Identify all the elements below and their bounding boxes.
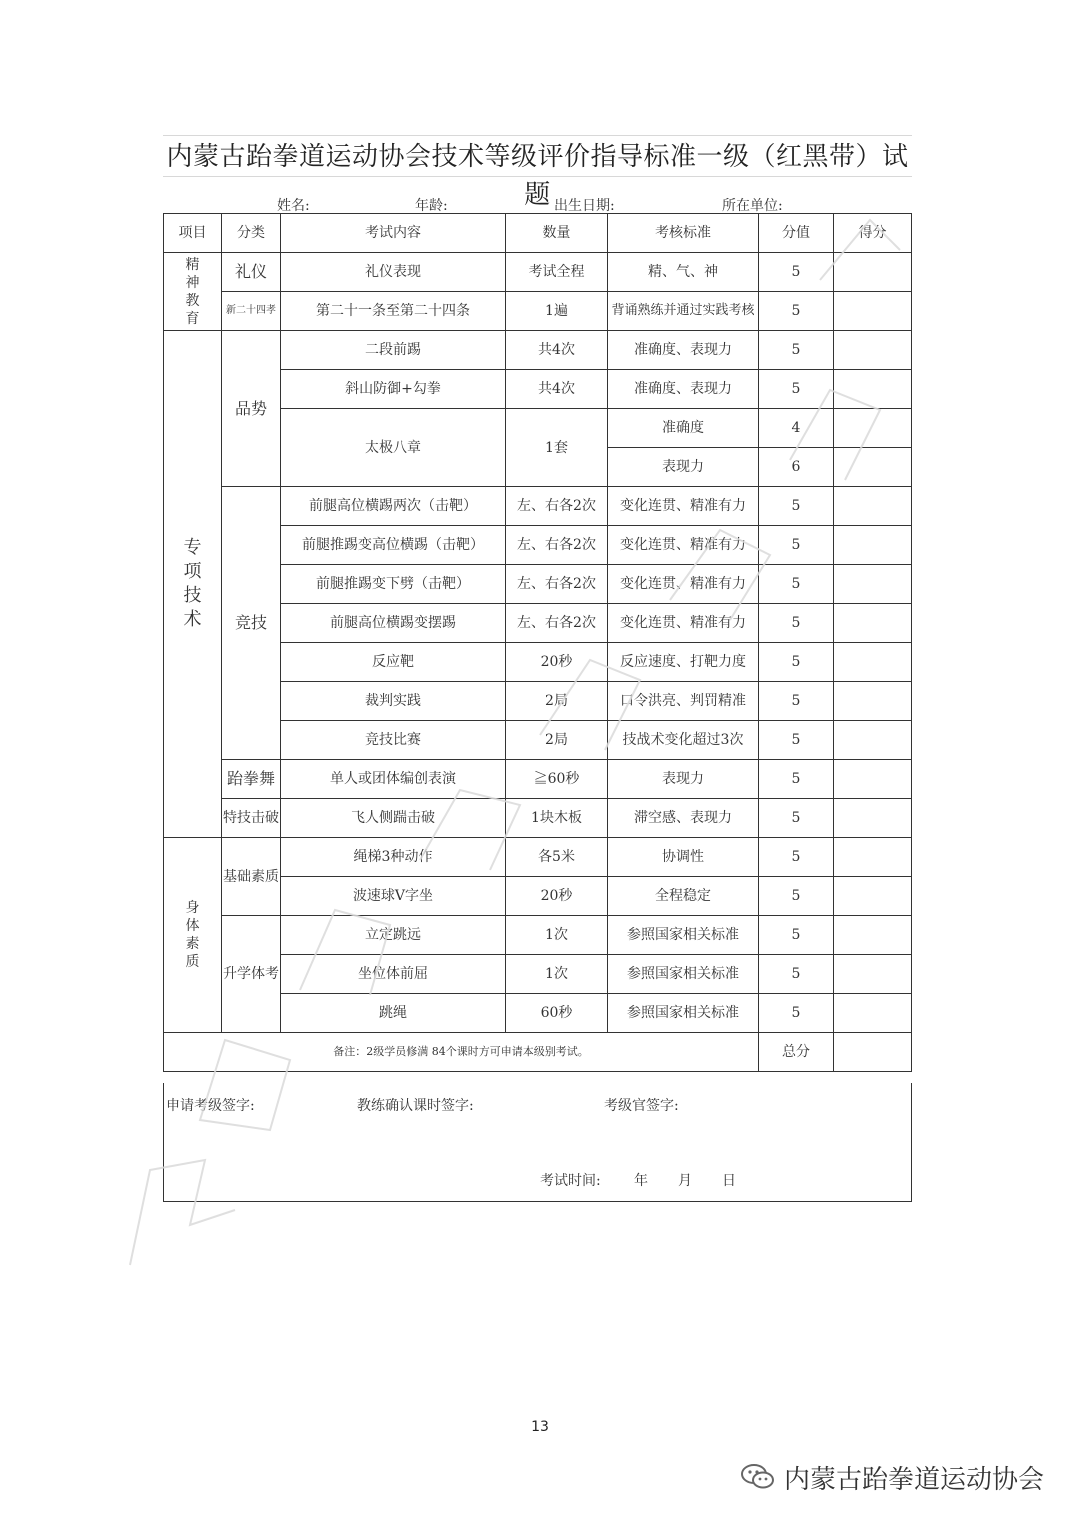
earned-cell[interactable]	[834, 292, 912, 331]
content-cell: 二段前踢	[281, 331, 506, 370]
content-cell: 反应靶	[281, 643, 506, 682]
quantity-cell: 左、右各2次	[506, 565, 608, 604]
group-physical: 身 体 素 质	[164, 838, 222, 1033]
score-cell: 5	[759, 955, 834, 994]
quantity-cell: 2局	[506, 721, 608, 760]
quantity-cell: 1套	[506, 409, 608, 487]
score-cell: 5	[759, 565, 834, 604]
birth-date-label: 出生日期:	[554, 198, 615, 214]
score-cell: 5	[759, 292, 834, 331]
apply-signature-label: 申请考级签字:	[166, 1098, 255, 1114]
page-number: 13	[531, 1419, 549, 1435]
score-cell: 5	[759, 877, 834, 916]
content-cell: 前腿高位横踢两次（击靶）	[281, 487, 506, 526]
earned-cell[interactable]	[834, 721, 912, 760]
standard-cell: 滞空感、表现力	[608, 799, 759, 838]
content-cell: 单人或团体编创表演	[281, 760, 506, 799]
earned-cell[interactable]	[834, 565, 912, 604]
quantity-cell: 1次	[506, 955, 608, 994]
document-title: 内蒙古跆拳道运动协会技术等级评价指导标准一级（红黑带）试题	[166, 142, 909, 210]
quantity-cell: 共4次	[506, 370, 608, 409]
exam-month-label: 月	[678, 1173, 692, 1189]
score-cell: 5	[759, 760, 834, 799]
header-category: 分类	[222, 214, 281, 253]
header-content: 考试内容	[281, 214, 506, 253]
unit-label: 所在单位:	[722, 198, 783, 214]
earned-cell[interactable]	[834, 799, 912, 838]
standard-cell: 背诵熟练并通过实践考核	[608, 292, 759, 331]
content-cell: 竞技比赛	[281, 721, 506, 760]
earned-cell[interactable]	[834, 994, 912, 1033]
standard-cell: 参照国家相关标准	[608, 955, 759, 994]
category-basic: 基础素质	[222, 838, 281, 916]
score-cell: 5	[759, 916, 834, 955]
content-cell: 前腿高位横踢变摆踢	[281, 604, 506, 643]
age-label: 年龄:	[415, 198, 448, 214]
table-row	[164, 487, 912, 526]
table-row	[164, 253, 912, 292]
footer-brand-text: 内蒙古跆拳道运动协会	[783, 1464, 1044, 1495]
footer-brand	[740, 1460, 1044, 1494]
standard-cell: 变化连贯、精准有力	[608, 604, 759, 643]
quantity-cell: 20秒	[506, 877, 608, 916]
examiner-signature-label: 考级官签字:	[604, 1098, 679, 1114]
group-special: 专 项 技 术	[164, 331, 222, 838]
quantity-cell: 考试全程	[506, 253, 608, 292]
quantity-cell: 1次	[506, 916, 608, 955]
group-spirit: 精 神 教 育	[164, 253, 222, 331]
standard-cell: 表现力	[608, 760, 759, 799]
table-row	[164, 292, 912, 331]
content-cell: 第二十一条至第二十四条	[281, 292, 506, 331]
standard-cell: 参照国家相关标准	[608, 994, 759, 1033]
score-cell: 5	[759, 682, 834, 721]
table-row	[164, 838, 912, 877]
score-cell: 4	[759, 409, 834, 448]
standard-cell: 变化连贯、精准有力	[608, 565, 759, 604]
name-label: 姓名:	[277, 198, 310, 214]
exam-day-label: 日	[722, 1173, 736, 1189]
earned-cell[interactable]	[834, 487, 912, 526]
quantity-cell: 左、右各2次	[506, 526, 608, 565]
content-cell: 坐位体前屈	[281, 955, 506, 994]
table-row	[164, 916, 912, 955]
quantity-cell: 1块木板	[506, 799, 608, 838]
standard-cell: 精、气、神	[608, 253, 759, 292]
header-earned: 得分	[834, 214, 912, 253]
content-cell: 前腿推踢变高位横踢（击靶）	[281, 526, 506, 565]
quantity-cell: ≧60秒	[506, 760, 608, 799]
earned-cell[interactable]	[834, 448, 912, 487]
total-score-cell[interactable]	[834, 1033, 912, 1072]
earned-cell[interactable]	[834, 409, 912, 448]
total-label: 总分	[759, 1033, 834, 1072]
category-exam: 升学体考	[222, 916, 281, 1033]
earned-cell[interactable]	[834, 643, 912, 682]
earned-cell[interactable]	[834, 682, 912, 721]
earned-cell[interactable]	[834, 331, 912, 370]
score-cell: 5	[759, 838, 834, 877]
earned-cell[interactable]	[834, 877, 912, 916]
score-cell: 6	[759, 448, 834, 487]
table-row	[164, 760, 912, 799]
earned-cell[interactable]	[834, 838, 912, 877]
signature-box	[163, 1083, 912, 1202]
table-row	[164, 331, 912, 370]
content-cell: 礼仪表现	[281, 253, 506, 292]
earned-cell[interactable]	[834, 955, 912, 994]
category-breaking: 特技击破	[222, 799, 281, 838]
category-etiquette: 礼仪	[222, 253, 281, 292]
score-cell: 5	[759, 370, 834, 409]
score-cell: 5	[759, 721, 834, 760]
standard-cell: 协调性	[608, 838, 759, 877]
note-row	[164, 1033, 912, 1072]
standard-cell: 表现力	[608, 448, 759, 487]
earned-cell[interactable]	[834, 916, 912, 955]
content-cell: 立定跳远	[281, 916, 506, 955]
content-cell: 波速球V字坐	[281, 877, 506, 916]
note-text: 备注：2级学员修满 84个课时方可申请本级别考试。	[164, 1033, 759, 1072]
header-score: 分值	[759, 214, 834, 253]
header-quantity: 数量	[506, 214, 608, 253]
standard-cell: 全程稳定	[608, 877, 759, 916]
quantity-cell: 各5米	[506, 838, 608, 877]
earned-cell[interactable]	[834, 370, 912, 409]
quantity-cell: 2局	[506, 682, 608, 721]
standard-cell: 口令洪亮、判罚精准	[608, 682, 759, 721]
score-cell: 5	[759, 526, 834, 565]
earned-cell[interactable]	[834, 526, 912, 565]
standard-cell: 反应速度、打靶力度	[608, 643, 759, 682]
score-cell: 5	[759, 604, 834, 643]
standard-cell: 准确度、表现力	[608, 331, 759, 370]
category-poomsae: 品势	[222, 331, 281, 487]
table-row	[164, 799, 912, 838]
grading-table	[163, 213, 912, 1072]
quantity-cell: 左、右各2次	[506, 604, 608, 643]
content-cell: 斜山防御+勾拳	[281, 370, 506, 409]
standard-cell: 准确度	[608, 409, 759, 448]
quantity-cell: 60秒	[506, 994, 608, 1033]
quantity-cell: 共4次	[506, 331, 608, 370]
coach-signature-label: 教练确认课时签字:	[357, 1098, 474, 1114]
score-cell: 5	[759, 994, 834, 1033]
content-cell: 前腿推踢变下劈（击靶）	[281, 565, 506, 604]
standard-cell: 技战术变化超过3次	[608, 721, 759, 760]
score-cell: 5	[759, 331, 834, 370]
content-cell: 裁判实践	[281, 682, 506, 721]
header-item: 项目	[164, 214, 222, 253]
exam-year-label: 年	[634, 1173, 648, 1189]
earned-cell[interactable]	[834, 760, 912, 799]
score-cell: 5	[759, 253, 834, 292]
score-cell: 5	[759, 487, 834, 526]
standard-cell: 参照国家相关标准	[608, 916, 759, 955]
score-cell: 5	[759, 799, 834, 838]
score-cell: 5	[759, 643, 834, 682]
content-cell: 绳梯3种动作	[281, 838, 506, 877]
category-dance: 跆拳舞	[222, 760, 281, 799]
quantity-cell: 1遍	[506, 292, 608, 331]
exam-time-label: 考试时间:	[540, 1173, 601, 1189]
standard-cell: 准确度、表现力	[608, 370, 759, 409]
content-cell: 太极八章	[281, 409, 506, 487]
header-standard: 考核标准	[608, 214, 759, 253]
standard-cell: 变化连贯、精准有力	[608, 526, 759, 565]
standard-cell: 变化连贯、精准有力	[608, 487, 759, 526]
content-cell: 飞人侧踹击破	[281, 799, 506, 838]
earned-cell[interactable]	[834, 253, 912, 292]
earned-cell[interactable]	[834, 604, 912, 643]
category-rules: 新二十四孝	[222, 292, 281, 331]
wechat-icon	[740, 1462, 776, 1492]
quantity-cell: 左、右各2次	[506, 487, 608, 526]
table-header-row	[164, 214, 912, 253]
category-sparring: 竞技	[222, 487, 281, 760]
content-cell: 跳绳	[281, 994, 506, 1033]
quantity-cell: 20秒	[506, 643, 608, 682]
